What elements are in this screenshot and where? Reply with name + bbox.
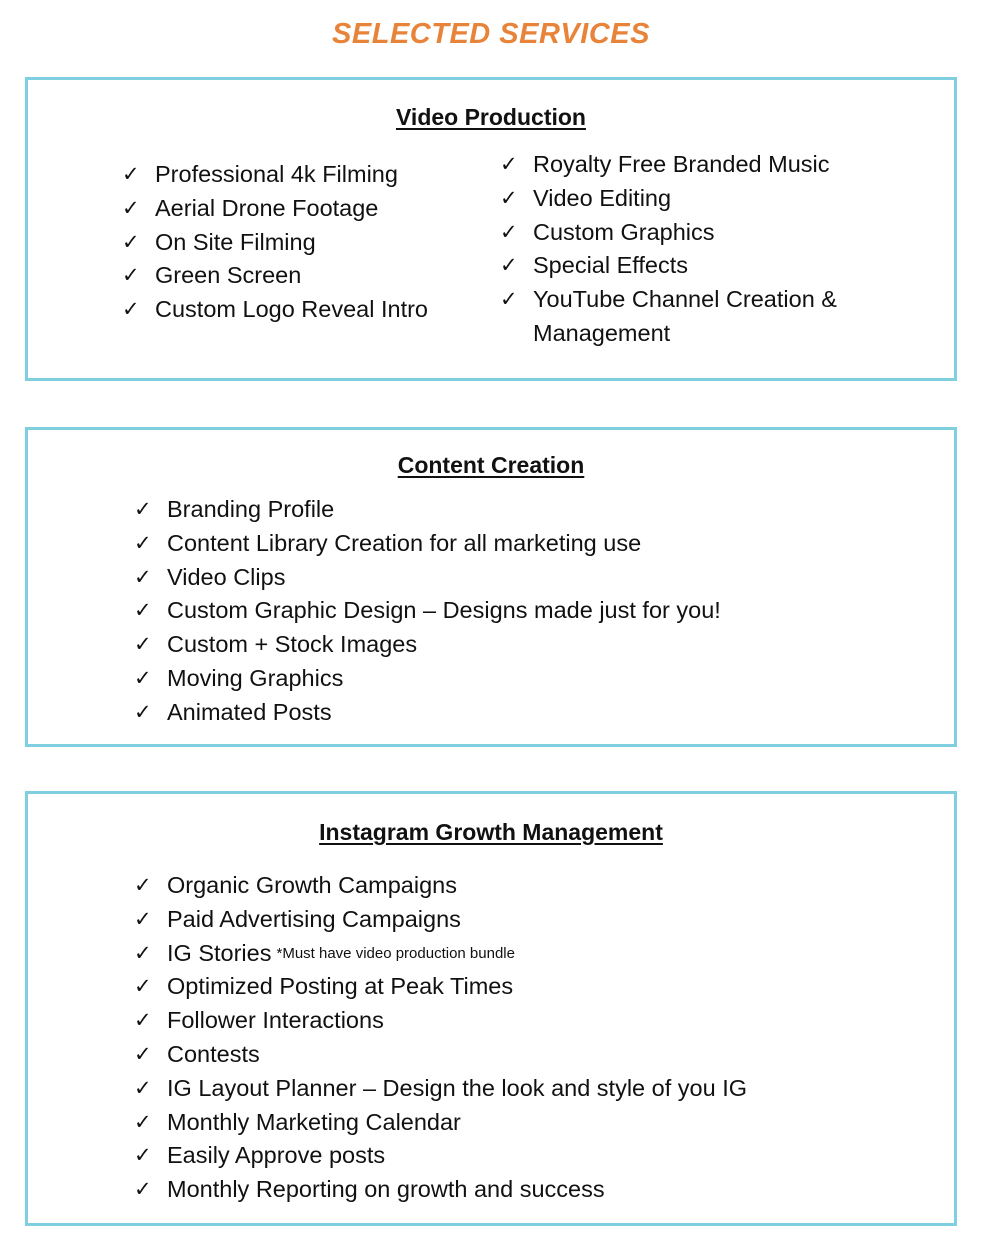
checkmark-icon: ✓ [134,941,152,965]
content-creation-title: Content Creation [397,452,585,478]
list-item: ✓ Custom Logo Reveal Intro [122,293,428,327]
checkmark-icon: ✓ [134,700,152,724]
checkmark-icon: ✓ [122,230,140,254]
list-item: ✓ Moving Graphics [134,662,721,696]
video-production-title: Video Production [396,104,586,130]
list-item: ✓ Special Effects [500,249,930,283]
checkmark-icon: ✓ [134,1178,152,1202]
list-item: ✓ On Site Filming [122,226,428,260]
list-item: ✓ Follower Interactions [134,1004,747,1038]
instagram-growth-list [134,869,747,1207]
list-item: ✓ Contests [134,1038,747,1072]
checkmark-icon: ✓ [134,874,152,897]
content-creation-list [134,493,721,730]
list-item: ✓ Custom Graphics [500,216,930,250]
checkmark-icon: ✓ [500,186,518,210]
checkmark-icon: ✓ [122,298,140,322]
checkmark-icon: ✓ [134,666,152,690]
checkmark-icon: ✓ [134,1110,152,1134]
list-item: ✓ IG Stories *Must have video production bundle [134,937,747,971]
list-item: ✓ Easily Approve posts [134,1139,747,1173]
video-production-left-list [122,158,428,327]
instagram-growth-section [25,791,957,1226]
checkmark-icon: ✓ [134,907,152,931]
checkmark-icon: ✓ [122,163,140,186]
checkmark-icon: ✓ [134,633,152,657]
list-item: ✓ YouTube Channel Creation & Management [500,283,930,351]
page-title: SELECTED SERVICES [332,18,650,50]
video-production-right-list [500,148,930,351]
list-item: ✓ Video Clips [134,561,721,595]
list-item: ✓ Custom Graphic Design – Designs made just for you! [134,594,721,628]
checkmark-icon: ✓ [500,153,518,176]
list-item: ✓ Monthly Marketing Calendar [134,1106,747,1140]
list-item: ✓ Animated Posts [134,696,721,730]
checkmark-icon: ✓ [500,220,518,244]
checkmark-icon: ✓ [134,1042,152,1066]
content-creation-section [25,427,957,747]
list-item: ✓ Optimized Posting at Peak Times [134,970,747,1004]
checkmark-icon: ✓ [134,498,152,521]
checkmark-icon: ✓ [500,254,518,278]
list-item: ✓ Paid Advertising Campaigns [134,903,747,937]
checkmark-icon: ✓ [134,1009,152,1033]
list-item: ✓ Aerial Drone Footage [122,192,428,226]
list-item: ✓ Branding Profile [134,493,721,527]
checkmark-icon: ✓ [134,1076,152,1100]
checkmark-icon: ✓ [500,288,518,312]
checkmark-icon: ✓ [122,264,140,288]
instagram-growth-title: Instagram Growth Management [319,819,663,845]
list-item: ✓ Content Library Creation for all marketing use [134,527,721,561]
list-item: ✓ Custom + Stock Images [134,628,721,662]
checkmark-icon: ✓ [134,1144,152,1168]
stories-note: *Must have video production bundle [276,944,515,962]
list-item: ✓ Monthly Reporting on growth and success [134,1173,747,1207]
list-item: ✓ Royalty Free Branded Music [500,148,930,182]
list-item: ✓ IG Layout Planner – Design the look and style of you IG [134,1072,747,1106]
checkmark-icon: ✓ [134,531,152,555]
checkmark-icon: ✓ [134,975,152,999]
video-production-section [25,77,957,381]
checkmark-icon: ✓ [122,196,140,220]
checkmark-icon: ✓ [134,565,152,589]
list-item: ✓ Video Editing [500,182,930,216]
list-item: ✓ Professional 4k Filming [122,158,428,192]
list-item: ✓ Green Screen [122,259,428,293]
list-item: ✓ Organic Growth Campaigns [134,869,747,903]
checkmark-icon: ✓ [134,599,152,623]
